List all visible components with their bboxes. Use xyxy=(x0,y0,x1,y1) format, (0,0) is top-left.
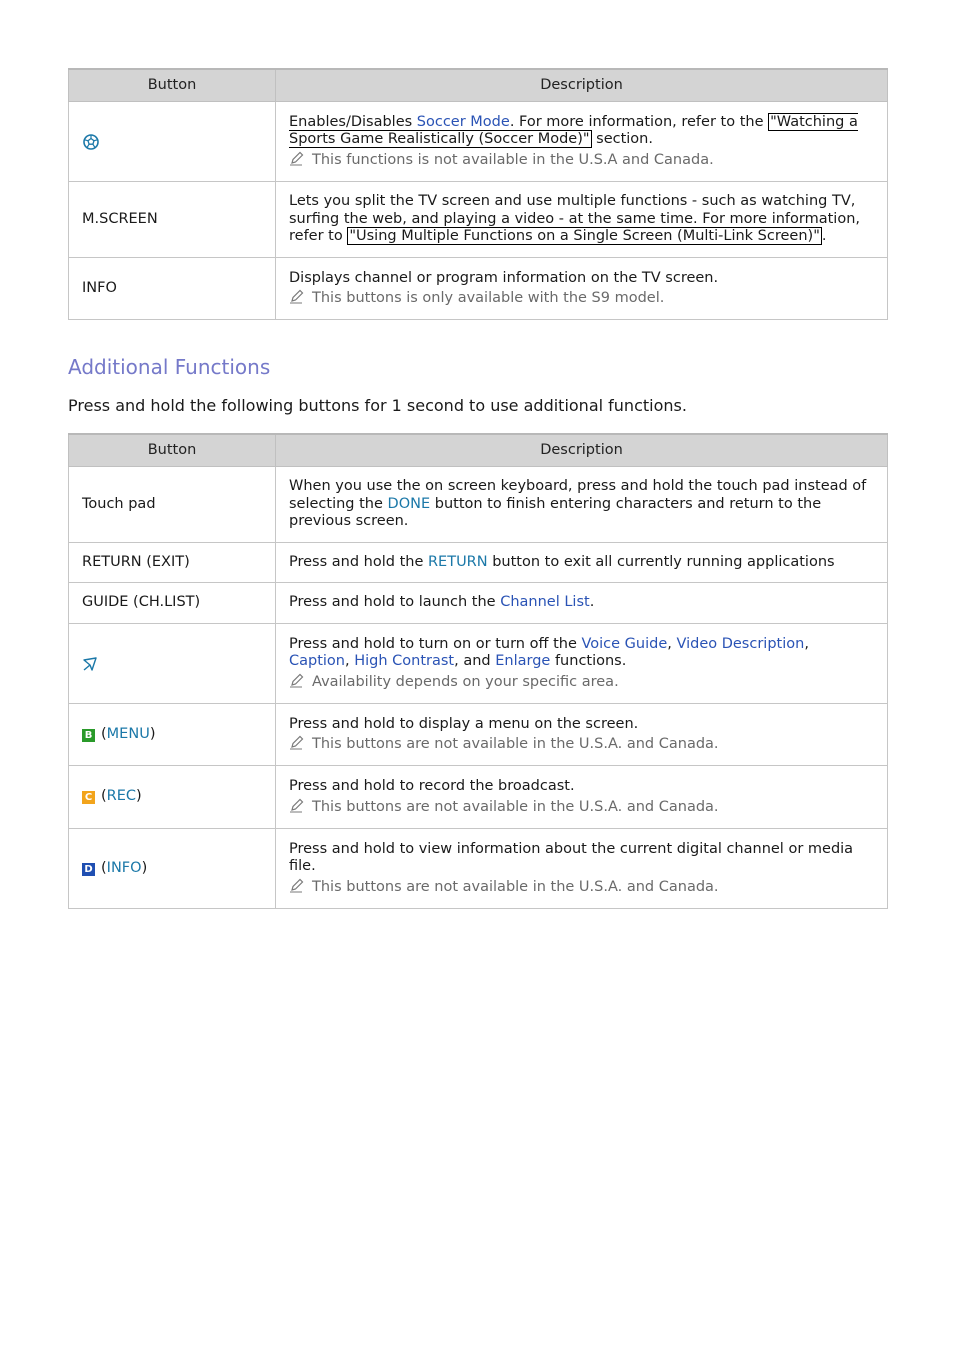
video-description-keyword: Video Description xyxy=(676,635,805,652)
description-cell xyxy=(276,704,888,766)
description-cell xyxy=(276,182,888,258)
desc-text: Lets you split the TV screen and use multiple functions - such as watching TV, surfing the web, and playing a video - at the same time. For more information, refer to xyxy=(289,193,861,245)
desc-text: , and xyxy=(454,653,496,670)
paren-close: ) xyxy=(136,788,142,805)
pencil-icon xyxy=(289,289,304,304)
note xyxy=(289,673,874,692)
table-row-accessibility xyxy=(69,624,888,704)
table-row-touchpad xyxy=(69,467,888,543)
header-button: Button xyxy=(69,434,276,467)
table-row-b-menu xyxy=(69,704,888,766)
accessibility-icon xyxy=(82,656,262,672)
desc-text: functions. xyxy=(550,653,627,670)
pencil-icon xyxy=(289,151,304,166)
description-cell xyxy=(276,829,888,909)
paren-open: ( xyxy=(101,725,107,742)
desc-text: Enables/Disables xyxy=(289,113,417,130)
table-header-row xyxy=(69,434,888,467)
note xyxy=(289,798,874,817)
desc-text: Press and hold to turn on or turn off the xyxy=(289,635,582,652)
pencil-icon xyxy=(289,735,304,750)
info-button-label: INFO xyxy=(106,859,142,876)
return-keyword: RETURN xyxy=(427,553,488,570)
header-description: Description xyxy=(276,434,888,467)
header-button: Button xyxy=(69,69,276,102)
pencil-icon xyxy=(289,878,304,893)
desc-text: Press and hold to view information about the current digital channel or media file. xyxy=(289,840,854,875)
high-contrast-keyword: High Contrast xyxy=(354,653,455,670)
button-table-2 xyxy=(68,433,888,909)
table-header-row xyxy=(69,69,888,102)
desc-text: . xyxy=(589,594,595,611)
desc-text: Press and hold to display a menu on the screen. xyxy=(289,715,639,732)
touchpad-button-label: Touch pad xyxy=(69,467,276,543)
button-cell xyxy=(69,766,276,829)
description-cell xyxy=(276,543,888,583)
desc-text: Press and hold to launch the xyxy=(289,594,501,611)
note xyxy=(289,878,874,897)
desc-text: , xyxy=(667,635,677,652)
table-row-guide xyxy=(69,583,888,624)
button-cell xyxy=(69,704,276,766)
table-row-soccer xyxy=(69,102,888,182)
desc-text: section. xyxy=(591,131,653,148)
table-row-d-info xyxy=(69,829,888,909)
channel-list-keyword: Channel List xyxy=(500,594,590,611)
note-text: Availability depends on your specific area. xyxy=(312,673,619,690)
desc-text: . For more information, refer to the xyxy=(509,113,769,130)
button-cell xyxy=(69,829,276,909)
description-cell xyxy=(276,583,888,624)
description-cell xyxy=(276,258,888,320)
desc-text: , xyxy=(804,635,809,652)
note-text: This buttons is only available with the S9 model. xyxy=(312,290,665,306)
note xyxy=(289,735,874,754)
info-button-label: INFO xyxy=(69,258,276,320)
pencil-icon xyxy=(289,673,304,688)
button-table-1 xyxy=(68,68,888,320)
soccer-mode-keyword: Soccer Mode xyxy=(416,113,510,130)
pencil-icon xyxy=(289,798,304,813)
menu-button-label: MENU xyxy=(106,725,150,742)
desc-text: , xyxy=(345,653,355,670)
table-row-mscreen xyxy=(69,182,888,258)
button-cell xyxy=(69,624,276,704)
note xyxy=(289,289,874,308)
multi-link-link[interactable]: "Using Multiple Functions on a Single Screen (Multi-Link Screen)" xyxy=(349,228,820,245)
paren-close: ) xyxy=(141,859,148,876)
paren-open: ( xyxy=(101,788,107,805)
enlarge-keyword: Enlarge xyxy=(495,653,551,670)
return-button-label: RETURN (EXIT) xyxy=(69,543,276,583)
paren-close: ) xyxy=(149,725,156,742)
section-intro: Press and hold the following buttons for 1 second to use additional functions. xyxy=(68,396,687,415)
section-title: Additional Functions xyxy=(68,355,271,379)
header-description: Description xyxy=(276,69,888,102)
voice-guide-keyword: Voice Guide xyxy=(581,635,668,652)
paren-open: ( xyxy=(101,859,107,876)
desc-text: Press and hold to record the broadcast. xyxy=(289,778,575,794)
description-cell xyxy=(276,467,888,543)
c-key-icon: C xyxy=(82,791,95,804)
note-text: This buttons are not available in the U.S.A. and Canada. xyxy=(312,878,719,895)
button-cell xyxy=(69,102,276,182)
description-cell xyxy=(276,766,888,829)
description-cell xyxy=(276,102,888,182)
d-key-icon: D xyxy=(82,863,95,876)
table-row-return xyxy=(69,543,888,583)
description-cell xyxy=(276,624,888,704)
done-keyword: DONE xyxy=(387,495,431,512)
soccer-mode-link[interactable]: "Watching a Sports Game Realistically (Soccer Mode)" xyxy=(289,113,858,148)
note-text: This functions is not available in the U.S.A and Canada. xyxy=(312,151,714,168)
desc-text: Displays channel or program information on the TV screen. xyxy=(289,269,719,286)
soccer-ball-icon xyxy=(82,133,262,151)
table-row-c-rec xyxy=(69,766,888,829)
desc-text: When you use the on screen keyboard, press and hold the touch pad instead of selecting the xyxy=(289,478,867,512)
b-key-icon: B xyxy=(82,729,95,742)
desc-text: button to exit all currently running applications xyxy=(487,553,835,570)
mscreen-button-label: M.SCREEN xyxy=(69,182,276,258)
note-text: This buttons are not available in the U.S.A. and Canada. xyxy=(312,736,719,752)
rec-button-label: REC xyxy=(106,788,137,805)
desc-text: Press and hold the xyxy=(289,553,428,570)
note xyxy=(289,151,874,170)
note-text: This buttons are not available in the U.S.A. and Canada. xyxy=(312,798,719,815)
caption-keyword: Caption xyxy=(289,653,345,670)
table-row-info xyxy=(69,258,888,320)
desc-text: . xyxy=(821,228,827,245)
guide-button-label: GUIDE (CH.LIST) xyxy=(69,583,276,624)
desc-text: button to finish entering characters and return to the previous screen. xyxy=(289,495,822,530)
